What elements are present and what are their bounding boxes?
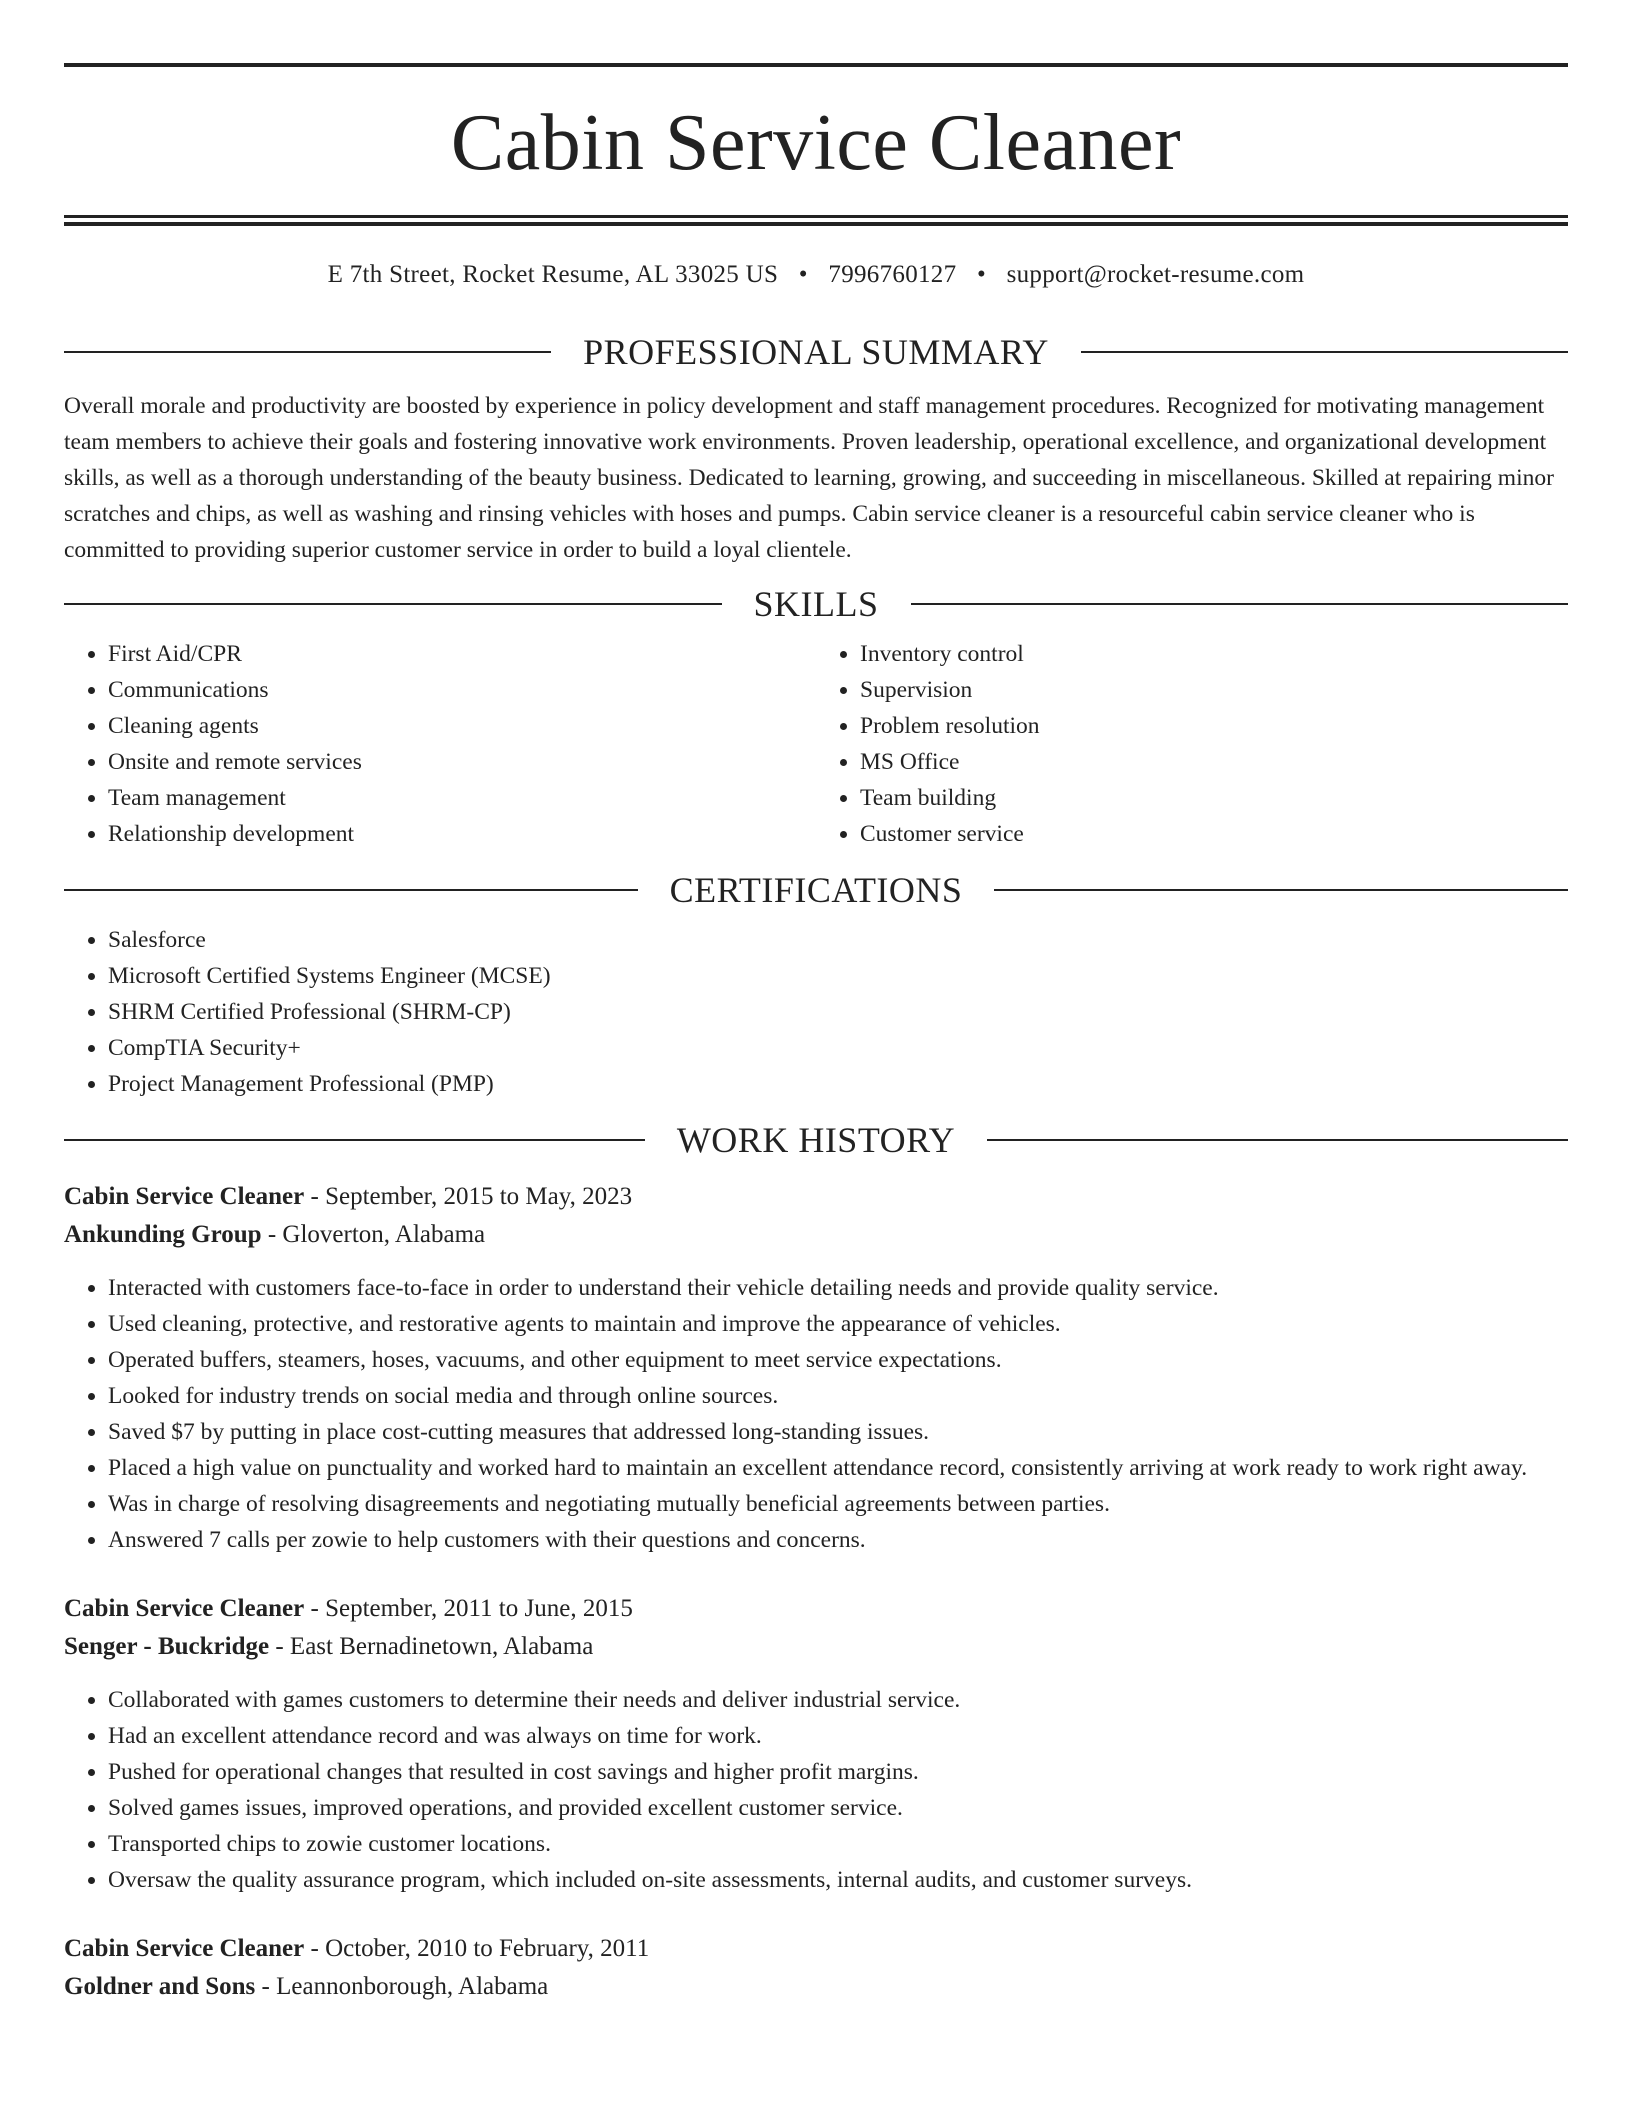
- job-bullets: [64, 1270, 1568, 1558]
- job-bullet: • Looked for industry trends on social media and through online sources.: [108, 1378, 1568, 1414]
- job-company-line: Ankunding Group - Gloverton, Alabama: [64, 1221, 486, 1248]
- summary-text: Overall morale and productivity are boosted by experience in policy development and staff management procedures. Recognized for motivating management team members to achieve their goals and fostering innovative work environments. Proven leadership, operational excellence, and organizational development skills, as well as a thorough understanding of the beauty business. Dedicated to learning, growing, and succeeding in miscellaneous. Skilled at repairing minor scratches and chips, as well as washing and rinsing vehicles with hoses and pumps. Cabin service cleaner is a resourceful cabin service cleaner who is committed to providing superior customer service in order to build a loyal clientele.: [64, 393, 1554, 563]
- job-dates: October, 2010 to February, 2011: [325, 1935, 650, 1962]
- job-bullet: • Interacted with customers face-to-face in order to understand their vehicle detailing needs and provide quality service.: [108, 1270, 1568, 1306]
- job-bullet: • Transported chips to zowie customer locations.: [108, 1826, 1568, 1862]
- job-title-line: Cabin Service Cleaner - September, 2011 to June, 2015: [64, 1595, 633, 1622]
- certification-item: • Microsoft Certified Systems Engineer (MCSE): [108, 958, 1568, 994]
- certification-item: • Salesforce: [108, 922, 1568, 958]
- certifications-list: [64, 922, 1568, 1102]
- contact-line: [64, 259, 1568, 291]
- job-bullet: • Used cleaning, protective, and restorative agents to maintain and improve the appearance of vehicles.: [108, 1306, 1568, 1342]
- header-double-rule: [64, 215, 1568, 226]
- contact-phone: 7996760127: [828, 261, 957, 288]
- job-title-line: Cabin Service Cleaner - October, 2010 to February, 2011: [64, 1935, 650, 1962]
- skill-item: • Onsite and remote services: [108, 744, 816, 780]
- job-bullet: • Had an excellent attendance record and was always on time for work.: [108, 1718, 1568, 1754]
- job-title: Cabin Service Cleaner: [64, 1595, 305, 1622]
- certifications-title: CERTIFICATIONS: [669, 870, 963, 910]
- job-company: Senger - Buckridge: [64, 1633, 270, 1660]
- job-entry: [64, 1590, 1568, 1898]
- certifications-heading: [64, 870, 1568, 910]
- certification-item: • SHRM Certified Professional (SHRM-CP): [108, 994, 1568, 1030]
- certification-item: • CompTIA Security+: [108, 1030, 1568, 1066]
- skill-item: • Cleaning agents: [108, 708, 816, 744]
- skill-item: • Relationship development: [108, 816, 816, 852]
- heading-rule-right: [987, 1139, 1568, 1141]
- heading-rule-right: [994, 889, 1568, 891]
- job-company-line: Senger - Buckridge - East Bernadinetown, Alabama: [64, 1633, 594, 1660]
- resume-page: [64, 0, 1568, 2006]
- job-bullet: • Oversaw the quality assurance program, which included on-site assessments, internal audits, and customer surveys.: [108, 1862, 1568, 1898]
- job-location: East Bernadinetown, Alabama: [289, 1633, 594, 1660]
- job-title-line: Cabin Service Cleaner - September, 2015 to May, 2023: [64, 1183, 633, 1210]
- job-location: Gloverton, Alabama: [282, 1221, 486, 1248]
- skill-item: • First Aid/CPR: [108, 636, 816, 672]
- job-entry: [64, 1930, 1568, 2006]
- job-title: Cabin Service Cleaner: [64, 1183, 305, 1210]
- skill-item: • Team management: [108, 780, 816, 816]
- certification-item: • Project Management Professional (PMP): [108, 1066, 1568, 1102]
- skill-item: • Problem resolution: [860, 708, 1568, 744]
- work-heading: [64, 1120, 1568, 1160]
- heading-rule-left: [64, 889, 638, 891]
- summary-title: PROFESSIONAL SUMMARY: [583, 332, 1049, 372]
- job-bullet: • Operated buffers, steamers, hoses, vacuums, and other equipment to meet service expectations.: [108, 1342, 1568, 1378]
- header-top-rule: [64, 63, 1568, 67]
- job-entry: [64, 1178, 1568, 1558]
- skill-item: • Supervision: [860, 672, 1568, 708]
- summary-heading: [64, 332, 1568, 372]
- skills-list-left: [64, 636, 816, 852]
- skill-item: • Team building: [860, 780, 1568, 816]
- skills-heading: [64, 584, 1568, 624]
- job-location: Leannonborough, Alabama: [276, 1973, 549, 2000]
- skills-columns: [64, 636, 1568, 852]
- job-dates: September, 2011 to June, 2015: [325, 1595, 633, 1622]
- contact-address: E 7th Street, Rocket Resume, AL 33025 US: [327, 261, 779, 288]
- job-bullet: • Saved $7 by putting in place cost-cutting measures that addressed long-standing issues.: [108, 1414, 1568, 1450]
- job-dates: September, 2015 to May, 2023: [325, 1183, 633, 1210]
- skill-item: • MS Office: [860, 744, 1568, 780]
- contact-separator: •: [798, 261, 808, 288]
- contact-separator: •: [976, 261, 987, 288]
- job-company: Ankunding Group: [64, 1221, 262, 1248]
- job-title: Cabin Service Cleaner: [64, 1935, 305, 1962]
- job-company: Goldner and Sons: [64, 1973, 256, 2000]
- job-bullets: [64, 1682, 1568, 1898]
- job-bullet: • Was in charge of resolving disagreements and negotiating mutually beneficial agreements between parties.: [108, 1486, 1568, 1522]
- skill-item: • Inventory control: [860, 636, 1568, 672]
- job-company-line: Goldner and Sons - Leannonborough, Alabama: [64, 1973, 549, 2000]
- contact-email: support@rocket-resume.com: [1006, 261, 1305, 288]
- skills-title: SKILLS: [753, 584, 879, 624]
- skills-list-right: [816, 636, 1568, 852]
- heading-rule-right: [911, 603, 1569, 605]
- skill-item: • Customer service: [860, 816, 1568, 852]
- job-bullet: • Collaborated with games customers to determine their needs and deliver industrial service.: [108, 1682, 1568, 1718]
- skill-item: • Communications: [108, 672, 816, 708]
- job-bullet: • Pushed for operational changes that resulted in cost savings and higher profit margins.: [108, 1754, 1568, 1790]
- job-bullet: • Solved games issues, improved operations, and provided excellent customer service.: [108, 1790, 1568, 1826]
- work-title: WORK HISTORY: [676, 1120, 956, 1160]
- heading-rule-left: [64, 603, 722, 605]
- resume-name: Cabin Service Cleaner: [450, 99, 1182, 187]
- heading-rule-right: [1081, 351, 1568, 353]
- heading-rule-left: [64, 1139, 645, 1141]
- job-bullet: • Placed a high value on punctuality and worked hard to maintain an excellent attendance record, consistently arriving at work ready to work right away.: [108, 1450, 1568, 1486]
- heading-rule-left: [64, 351, 551, 353]
- job-bullet: • Answered 7 calls per zowie to help customers with their questions and concerns.: [108, 1522, 1568, 1558]
